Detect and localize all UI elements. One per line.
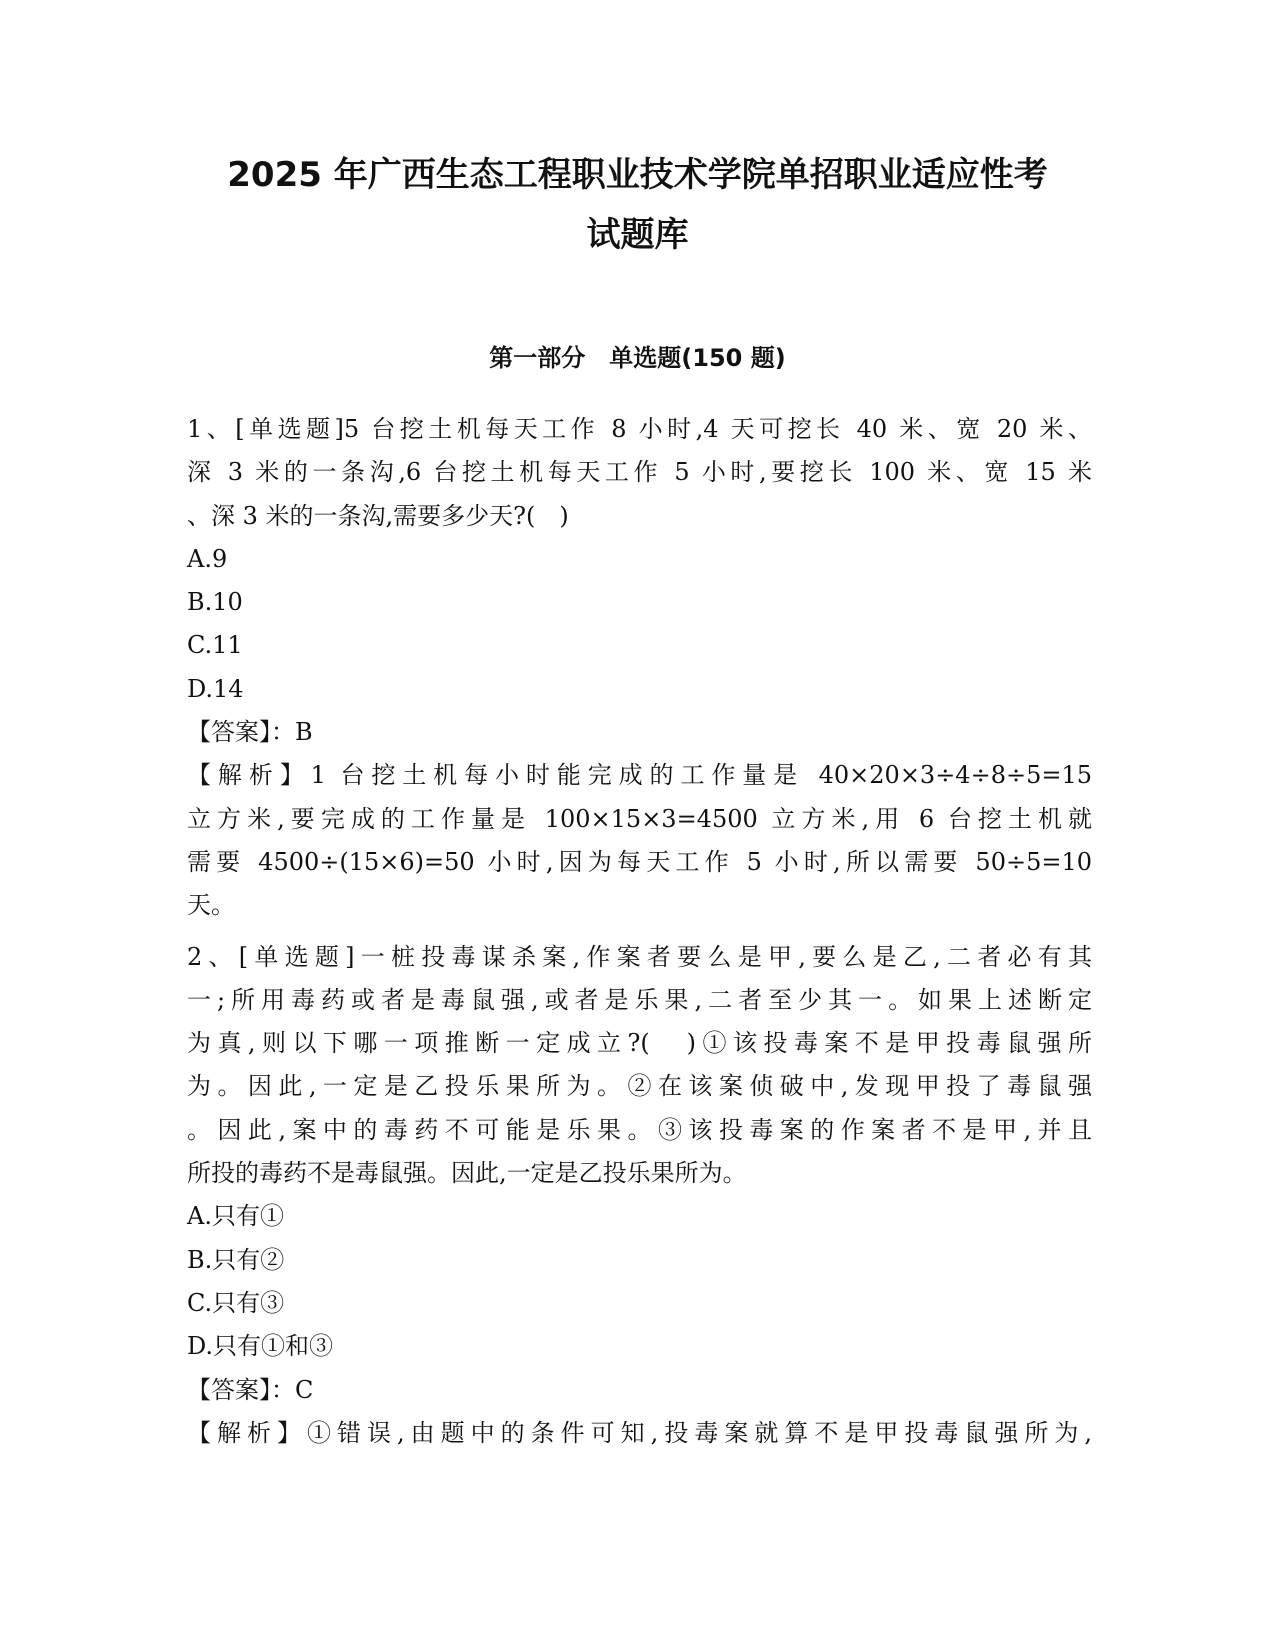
q2-analysis-line-1: 【解析】①错误,由题中的条件可知,投毒案就算不是甲投毒鼠强所为, [187, 1418, 1092, 1447]
q2-option-a: A.只有① [187, 1202, 284, 1231]
q1-answer: 【答案】：B [187, 718, 313, 747]
question-list [187, 408, 1092, 1455]
q2-stem-line-4: 为。因此,一定是乙投乐果所为。②在该案侦破中,发现甲投了毒鼠强 [187, 1072, 1092, 1101]
q1-analysis-line-1: 【解析】1 台挖土机每小时能完成的工作量是 40×20×3÷4÷8÷5=15 [187, 761, 1092, 790]
section-heading: 第一部分 单选题(150 题) [489, 344, 786, 372]
question-gap [187, 928, 1092, 936]
q2-answer: 【答案】：C [187, 1375, 314, 1404]
q1-option-a: A.9 [187, 544, 228, 573]
q1-option-c: C.11 [187, 631, 243, 660]
q1-stem-line-3: 、深 3 米的一条沟,需要多少天?( ) [187, 501, 569, 530]
q2-option-d: D.只有①和③ [187, 1332, 334, 1361]
title-line-1: 2025 年广西生态工程职业技术学院单招职业适应性考 [227, 155, 1048, 195]
q2-stem-line-5: 。因此,案中的毒药不可能是乐果。③该投毒案的作案者不是甲,并且 [187, 1115, 1092, 1144]
document-title [150, 145, 1125, 265]
q2-stem-line-6: 所投的毒药不是毒鼠强。因此,一定是乙投乐果所为。 [187, 1159, 747, 1188]
q1-stem-line-1: 1、[单选题]5 台挖土机每天工作 8 小时,4 天可挖长 40 米、宽 20 米、 [187, 415, 1092, 443]
q1-analysis-line-3: 需要 4500÷(15×6)=50 小时,因为每天工作 5 小时,所以需要 50÷5=10 [187, 847, 1092, 876]
q1-analysis-line-2: 立方米,要完成的工作量是 100×15×3=4500 立方米,用 6 台挖土机就 [187, 804, 1092, 833]
question-1 [187, 408, 1092, 928]
q2-stem-line-1: 2、[单选题]一桩投毒谋杀案,作案者要么是甲,要么是乙,二者必有其 [187, 942, 1092, 971]
q1-analysis-line-4: 天。 [187, 891, 235, 920]
q2-stem-line-2: 一;所用毒药或者是毒鼠强,或者是乐果,二者至少其一。如果上述断定 [187, 985, 1092, 1014]
title-line-2: 试题库 [586, 215, 689, 255]
q1-option-d: D.14 [187, 674, 244, 703]
q1-option-b: B.10 [187, 588, 243, 617]
question-2 [187, 936, 1092, 1456]
q2-stem-line-3: 为真,则以下哪一项推断一定成立?( )①该投毒案不是甲投毒鼠强所 [187, 1029, 1092, 1058]
q2-option-c: C.只有③ [187, 1288, 285, 1317]
q2-option-b: B.只有② [187, 1245, 285, 1274]
q1-stem-line-2: 深 3 米的一条沟,6 台挖土机每天工作 5 小时,要挖长 100 米、宽 15 米 [187, 458, 1092, 487]
